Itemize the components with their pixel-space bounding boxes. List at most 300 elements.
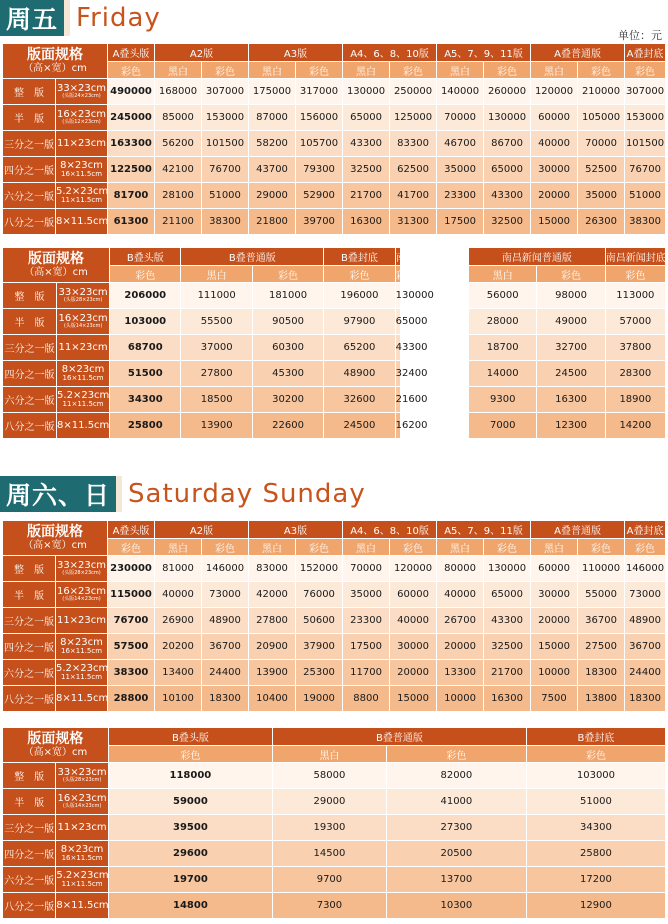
spec-header bbox=[3, 44, 107, 78]
row-size-note: 16×11.5cm bbox=[60, 169, 103, 178]
color-type-header: 彩色 bbox=[625, 62, 665, 78]
price-cell: 13700 bbox=[387, 867, 526, 892]
price-cell: 245000 bbox=[108, 105, 154, 130]
price-cell: 115000 bbox=[108, 582, 154, 607]
price-cell: 9700 bbox=[273, 867, 386, 892]
weekend-header bbox=[0, 476, 366, 512]
edition-header: A叠封底 bbox=[625, 521, 665, 538]
price-cell: 32500 bbox=[343, 157, 389, 182]
price-cell: 29600 bbox=[109, 841, 272, 866]
row-size bbox=[56, 815, 107, 840]
price-cell: 110000 bbox=[578, 556, 624, 581]
price-cell: 29000 bbox=[273, 789, 386, 814]
edition-header: A3版 bbox=[249, 44, 342, 61]
edition-header: A4、6、8、10版 bbox=[343, 521, 436, 538]
color-type-header: 黑白 bbox=[469, 266, 536, 282]
edition-header: B叠头版 bbox=[110, 248, 180, 265]
color-type-header: 彩色 bbox=[484, 539, 530, 555]
price-cell: 24400 bbox=[625, 660, 665, 685]
price-cell: 32500 bbox=[484, 634, 530, 659]
price-cell: 210000 bbox=[578, 79, 624, 104]
row-label: 八分之一版 bbox=[3, 893, 55, 918]
price-cell: 20200 bbox=[155, 634, 201, 659]
color-type-header: 黑白 bbox=[343, 62, 389, 78]
weekend-a-table bbox=[2, 520, 666, 712]
row-size-dims: 8×23cm bbox=[60, 843, 104, 855]
price-cell: 79300 bbox=[296, 157, 342, 182]
price-cell: 27800 bbox=[181, 361, 251, 386]
price-cell: 60000 bbox=[531, 105, 577, 130]
price-cell: 9300 bbox=[469, 387, 536, 412]
price-cell: 36700 bbox=[202, 634, 248, 659]
price-cell: 48900 bbox=[202, 608, 248, 633]
row-size-note: (头版12×23cm) bbox=[62, 119, 101, 125]
price-cell: 181000 bbox=[253, 283, 323, 308]
table-row bbox=[3, 309, 665, 334]
row-label: 半 版 bbox=[3, 105, 55, 130]
price-cell: 12900 bbox=[527, 893, 665, 918]
weekend-title-cn: 周六、日 bbox=[0, 476, 122, 512]
price-cell: 30000 bbox=[390, 634, 436, 659]
color-type-header: 黑白 bbox=[249, 539, 295, 555]
row-size bbox=[56, 763, 107, 788]
row-label: 八分之一版 bbox=[3, 686, 55, 711]
price-cell: 34300 bbox=[110, 387, 180, 412]
color-type-header: 彩色 bbox=[625, 539, 665, 555]
row-size-note: (头版14×23cm) bbox=[63, 323, 103, 329]
row-size-dims: 5.2×23cm bbox=[57, 389, 110, 401]
price-cell: 130000 bbox=[484, 105, 530, 130]
price-cell: 38300 bbox=[202, 209, 248, 234]
color-type-header: 彩色 bbox=[606, 266, 665, 282]
price-cell: 76700 bbox=[108, 608, 154, 633]
price-cell: 120000 bbox=[531, 79, 577, 104]
price-cell: 17500 bbox=[437, 209, 483, 234]
price-cell: 48900 bbox=[324, 361, 394, 386]
friday-header bbox=[0, 0, 161, 36]
color-type-header: 彩色 bbox=[324, 266, 394, 282]
price-cell: 55000 bbox=[578, 582, 624, 607]
row-size-dims: 33×23cm bbox=[57, 767, 107, 778]
row-size-dims: 8×11.5cm bbox=[56, 216, 109, 227]
spec-subtitle: （高×宽）cm bbox=[24, 267, 88, 278]
price-cell: 101500 bbox=[202, 131, 248, 156]
edition-header: A叠头版 bbox=[108, 521, 154, 538]
price-cell: 97900 bbox=[324, 309, 394, 334]
table-row bbox=[3, 283, 665, 308]
spec-title: 版面规格 bbox=[28, 251, 85, 267]
price-cell: 43700 bbox=[249, 157, 295, 182]
color-type-header: 彩色 bbox=[390, 539, 436, 555]
price-cell: 37900 bbox=[296, 634, 342, 659]
price-cell: 130000 bbox=[396, 283, 400, 308]
color-type-header: 黑白 bbox=[531, 539, 577, 555]
price-cell: 307000 bbox=[625, 79, 665, 104]
price-cell: 86700 bbox=[484, 131, 530, 156]
price-cell: 21600 bbox=[396, 387, 400, 412]
price-cell: 36700 bbox=[625, 634, 665, 659]
row-label: 三分之一版 bbox=[3, 815, 55, 840]
price-cell: 90500 bbox=[253, 309, 323, 334]
price-cell: 98000 bbox=[537, 283, 604, 308]
row-size bbox=[56, 209, 107, 234]
row-size-dims: 16×23cm bbox=[57, 793, 107, 804]
color-type-header: 黑白 bbox=[155, 539, 201, 555]
price-cell: 250000 bbox=[390, 79, 436, 104]
price-cell: 18900 bbox=[606, 387, 665, 412]
price-cell: 14000 bbox=[469, 361, 536, 386]
edition-header: B叠普通版 bbox=[273, 728, 526, 745]
price-cell: 43300 bbox=[484, 608, 530, 633]
price-cell: 14800 bbox=[109, 893, 272, 918]
row-label: 整 版 bbox=[3, 763, 55, 788]
price-cell: 32600 bbox=[324, 387, 394, 412]
color-type-header: 彩色 bbox=[484, 62, 530, 78]
price-cell: 73000 bbox=[625, 582, 665, 607]
table-row bbox=[3, 634, 665, 659]
price-cell: 10400 bbox=[249, 686, 295, 711]
price-cell: 83300 bbox=[390, 131, 436, 156]
price-cell: 168000 bbox=[155, 79, 201, 104]
price-cell: 52900 bbox=[296, 183, 342, 208]
price-cell: 30200 bbox=[253, 387, 323, 412]
price-cell: 32500 bbox=[484, 209, 530, 234]
row-label: 半 版 bbox=[3, 789, 55, 814]
price-cell: 103000 bbox=[527, 763, 665, 788]
price-cell: 317000 bbox=[296, 79, 342, 104]
price-cell: 56000 bbox=[469, 283, 536, 308]
price-cell: 26700 bbox=[437, 608, 483, 633]
price-cell: 51000 bbox=[202, 183, 248, 208]
color-type-header: 黑白 bbox=[155, 62, 201, 78]
price-cell: 31300 bbox=[390, 209, 436, 234]
price-cell: 13400 bbox=[155, 660, 201, 685]
edition-header: A2版 bbox=[155, 44, 248, 61]
row-size-note: (头版14×23cm) bbox=[62, 596, 101, 602]
price-cell: 48900 bbox=[625, 608, 665, 633]
row-size bbox=[56, 867, 107, 892]
edition-header: B叠头版 bbox=[109, 728, 272, 745]
row-size bbox=[56, 183, 107, 208]
row-label: 六分之一版 bbox=[3, 183, 55, 208]
color-type-header: 彩色 bbox=[387, 746, 526, 762]
row-size bbox=[56, 660, 107, 685]
price-cell: 27300 bbox=[387, 815, 526, 840]
row-size-dims: 33×23cm bbox=[56, 560, 107, 571]
color-type-header: 彩色 bbox=[537, 266, 604, 282]
color-type-header: 彩色 bbox=[202, 539, 248, 555]
price-cell: 196000 bbox=[324, 283, 394, 308]
table-row bbox=[3, 841, 665, 866]
edition-header: A叠普通版 bbox=[531, 521, 624, 538]
price-cell: 20500 bbox=[387, 841, 526, 866]
price-cell: 61300 bbox=[108, 209, 154, 234]
row-label: 半 版 bbox=[3, 582, 55, 607]
edition-header: B叠普通版 bbox=[181, 248, 323, 265]
price-cell: 103000 bbox=[110, 309, 180, 334]
price-cell: 120000 bbox=[390, 556, 436, 581]
row-label: 六分之一版 bbox=[3, 387, 56, 412]
row-size-dims: 5.2×23cm bbox=[56, 869, 109, 881]
edition-header: A叠普通版 bbox=[531, 44, 624, 61]
price-cell: 7300 bbox=[273, 893, 386, 918]
row-size-note: (头版14×23cm) bbox=[62, 803, 102, 809]
price-cell: 40000 bbox=[390, 608, 436, 633]
price-cell: 20900 bbox=[249, 634, 295, 659]
color-type-header: 黑白 bbox=[531, 62, 577, 78]
row-size-note: (头版28×23cm) bbox=[62, 570, 101, 576]
price-cell: 51000 bbox=[527, 789, 665, 814]
table-row bbox=[3, 763, 665, 788]
price-cell: 41700 bbox=[390, 183, 436, 208]
row-label: 半 版 bbox=[3, 309, 56, 334]
edition-header: 南昌新闻头版 bbox=[396, 248, 400, 265]
row-size-note: 16×11.5cm bbox=[61, 853, 103, 862]
price-cell: 153000 bbox=[625, 105, 665, 130]
color-type-header: 彩色 bbox=[109, 746, 272, 762]
price-cell: 41000 bbox=[387, 789, 526, 814]
row-size-note: (头版28×23cm) bbox=[63, 297, 103, 303]
table-row bbox=[3, 361, 665, 386]
table-row bbox=[3, 105, 665, 130]
row-size-dims: 33×23cm bbox=[58, 287, 108, 298]
price-cell: 38300 bbox=[108, 660, 154, 685]
price-cell: 21700 bbox=[484, 660, 530, 685]
row-size bbox=[56, 105, 107, 130]
price-cell: 56200 bbox=[155, 131, 201, 156]
table-row bbox=[3, 556, 665, 581]
row-size-note: 11×11.5cm bbox=[60, 195, 103, 204]
row-size bbox=[56, 893, 107, 918]
price-cell: 24500 bbox=[537, 361, 604, 386]
price-cell: 36700 bbox=[578, 608, 624, 633]
price-cell: 146000 bbox=[202, 556, 248, 581]
row-size-dims: 8×11.5cm bbox=[57, 420, 110, 431]
price-cell: 28800 bbox=[108, 686, 154, 711]
edition-header: A4、6、8、10版 bbox=[343, 44, 436, 61]
table-row bbox=[3, 183, 665, 208]
row-label: 三分之一版 bbox=[3, 335, 56, 360]
row-size bbox=[56, 157, 107, 182]
row-size-note: 11×11.5cm bbox=[62, 399, 104, 408]
price-cell: 26900 bbox=[155, 608, 201, 633]
price-cell: 37000 bbox=[181, 335, 251, 360]
price-cell: 27500 bbox=[578, 634, 624, 659]
spec-header bbox=[3, 248, 109, 282]
price-cell: 14500 bbox=[273, 841, 386, 866]
color-type-header: 彩色 bbox=[110, 266, 180, 282]
color-type-header: 彩色 bbox=[108, 62, 154, 78]
table-row bbox=[3, 387, 665, 412]
table-row bbox=[3, 867, 665, 892]
row-size-dims: 11×23cm bbox=[58, 342, 108, 353]
price-cell: 152000 bbox=[296, 556, 342, 581]
table-row bbox=[3, 789, 665, 814]
price-cell: 18300 bbox=[625, 686, 665, 711]
price-cell: 55500 bbox=[181, 309, 251, 334]
row-label: 整 版 bbox=[3, 283, 56, 308]
price-cell: 206000 bbox=[110, 283, 180, 308]
price-cell: 111000 bbox=[181, 283, 251, 308]
price-cell: 82000 bbox=[387, 763, 526, 788]
row-size-dims: 16×23cm bbox=[58, 313, 108, 324]
row-size-dims: 8×23cm bbox=[60, 636, 103, 648]
price-cell: 13300 bbox=[437, 660, 483, 685]
row-size bbox=[56, 634, 107, 659]
price-cell: 30000 bbox=[531, 157, 577, 182]
color-type-header: 彩色 bbox=[202, 62, 248, 78]
row-size bbox=[56, 582, 107, 607]
price-cell: 146000 bbox=[625, 556, 665, 581]
price-cell: 40000 bbox=[155, 582, 201, 607]
price-cell: 17200 bbox=[527, 867, 665, 892]
price-cell: 10300 bbox=[387, 893, 526, 918]
friday-a-table bbox=[2, 43, 666, 235]
table-row bbox=[3, 893, 665, 918]
price-cell: 21800 bbox=[249, 209, 295, 234]
price-cell: 38300 bbox=[625, 209, 665, 234]
color-type-header: 黑白 bbox=[437, 539, 483, 555]
price-cell: 83000 bbox=[249, 556, 295, 581]
spec-title: 版面规格 bbox=[27, 47, 83, 63]
row-size bbox=[56, 556, 107, 581]
price-cell: 130000 bbox=[343, 79, 389, 104]
row-label: 八分之一版 bbox=[3, 209, 55, 234]
price-cell: 15000 bbox=[531, 634, 577, 659]
price-cell: 13900 bbox=[181, 413, 251, 438]
price-cell: 42100 bbox=[155, 157, 201, 182]
row-size bbox=[57, 387, 109, 412]
price-cell: 105000 bbox=[578, 105, 624, 130]
price-cell: 8800 bbox=[343, 686, 389, 711]
price-cell: 59000 bbox=[109, 789, 272, 814]
price-cell: 65200 bbox=[324, 335, 394, 360]
price-cell: 10000 bbox=[531, 660, 577, 685]
row-size-dims: 8×11.5cm bbox=[56, 693, 109, 704]
price-cell: 32400 bbox=[396, 361, 400, 386]
price-cell: 43300 bbox=[396, 335, 400, 360]
price-cell: 19300 bbox=[273, 815, 386, 840]
weekend-b-table bbox=[2, 727, 666, 919]
price-cell: 27800 bbox=[249, 608, 295, 633]
row-size bbox=[56, 608, 107, 633]
price-cell: 73000 bbox=[202, 582, 248, 607]
price-cell: 43300 bbox=[343, 131, 389, 156]
price-cell: 39700 bbox=[296, 209, 342, 234]
price-cell: 13900 bbox=[249, 660, 295, 685]
row-label: 六分之一版 bbox=[3, 660, 55, 685]
price-cell: 125000 bbox=[390, 105, 436, 130]
price-cell: 122500 bbox=[108, 157, 154, 182]
price-cell: 57000 bbox=[606, 309, 665, 334]
edition-header: A5、7、9、11版 bbox=[437, 44, 530, 61]
price-cell: 24400 bbox=[202, 660, 248, 685]
friday-title-cn: 周五 bbox=[0, 0, 70, 36]
price-cell: 85000 bbox=[155, 105, 201, 130]
price-cell: 43300 bbox=[484, 183, 530, 208]
price-cell: 32700 bbox=[537, 335, 604, 360]
table-row bbox=[3, 582, 665, 607]
price-cell: 23300 bbox=[437, 183, 483, 208]
row-label: 四分之一版 bbox=[3, 634, 55, 659]
price-cell: 29000 bbox=[249, 183, 295, 208]
price-cell: 58000 bbox=[273, 763, 386, 788]
row-size-note: 16×11.5cm bbox=[62, 373, 104, 382]
spec-title: 版面规格 bbox=[27, 731, 84, 747]
row-size bbox=[56, 841, 107, 866]
price-cell: 76000 bbox=[296, 582, 342, 607]
row-label: 整 版 bbox=[3, 556, 55, 581]
price-cell: 76700 bbox=[202, 157, 248, 182]
row-size bbox=[57, 361, 109, 386]
friday-title-en: Friday bbox=[76, 3, 161, 33]
price-cell: 10000 bbox=[437, 686, 483, 711]
price-cell: 51000 bbox=[625, 183, 665, 208]
color-type-header: 彩色 bbox=[578, 62, 624, 78]
price-cell: 37800 bbox=[606, 335, 665, 360]
edition-header: B叠封底 bbox=[324, 248, 394, 265]
price-cell: 65000 bbox=[484, 157, 530, 182]
price-cell: 19000 bbox=[296, 686, 342, 711]
price-cell: 21100 bbox=[155, 209, 201, 234]
row-size-dims: 11×23cm bbox=[57, 822, 107, 833]
price-cell: 65000 bbox=[343, 105, 389, 130]
table-row bbox=[3, 157, 665, 182]
price-cell: 45300 bbox=[253, 361, 323, 386]
row-size bbox=[56, 686, 107, 711]
price-cell: 28100 bbox=[155, 183, 201, 208]
row-size bbox=[57, 283, 109, 308]
row-size-dims: 8×23cm bbox=[61, 363, 105, 375]
price-cell: 40000 bbox=[531, 131, 577, 156]
edition-header: A2版 bbox=[155, 521, 248, 538]
price-cell: 34300 bbox=[527, 815, 665, 840]
row-size bbox=[57, 413, 109, 438]
row-size-dims: 5.2×23cm bbox=[56, 185, 109, 197]
price-cell: 16200 bbox=[396, 413, 400, 438]
price-cell: 24500 bbox=[324, 413, 394, 438]
table-row bbox=[3, 79, 665, 104]
price-cell: 490000 bbox=[108, 79, 154, 104]
price-cell: 26300 bbox=[578, 209, 624, 234]
row-label: 四分之一版 bbox=[3, 361, 56, 386]
price-cell: 57500 bbox=[108, 634, 154, 659]
edition-header: A5、7、9、11版 bbox=[437, 521, 530, 538]
table-row bbox=[3, 209, 665, 234]
row-size-dims: 16×23cm bbox=[56, 586, 107, 597]
price-cell: 80000 bbox=[437, 556, 483, 581]
color-type-header: 彩色 bbox=[578, 539, 624, 555]
table-row bbox=[3, 815, 665, 840]
price-cell: 175000 bbox=[249, 79, 295, 104]
row-size-note: 16×11.5cm bbox=[60, 646, 103, 655]
price-cell: 307000 bbox=[202, 79, 248, 104]
table-row bbox=[3, 608, 665, 633]
color-type-header: 彩色 bbox=[253, 266, 323, 282]
color-type-header: 黑白 bbox=[249, 62, 295, 78]
price-cell: 28000 bbox=[469, 309, 536, 334]
price-cell: 17500 bbox=[343, 634, 389, 659]
price-cell: 20000 bbox=[531, 608, 577, 633]
price-cell: 18700 bbox=[469, 335, 536, 360]
price-cell: 42000 bbox=[249, 582, 295, 607]
row-size-note: (头版24×23cm) bbox=[62, 93, 101, 99]
price-cell: 16300 bbox=[343, 209, 389, 234]
price-cell: 7000 bbox=[469, 413, 536, 438]
price-cell: 70000 bbox=[343, 556, 389, 581]
price-cell: 52500 bbox=[578, 157, 624, 182]
color-type-header: 彩色 bbox=[390, 62, 436, 78]
